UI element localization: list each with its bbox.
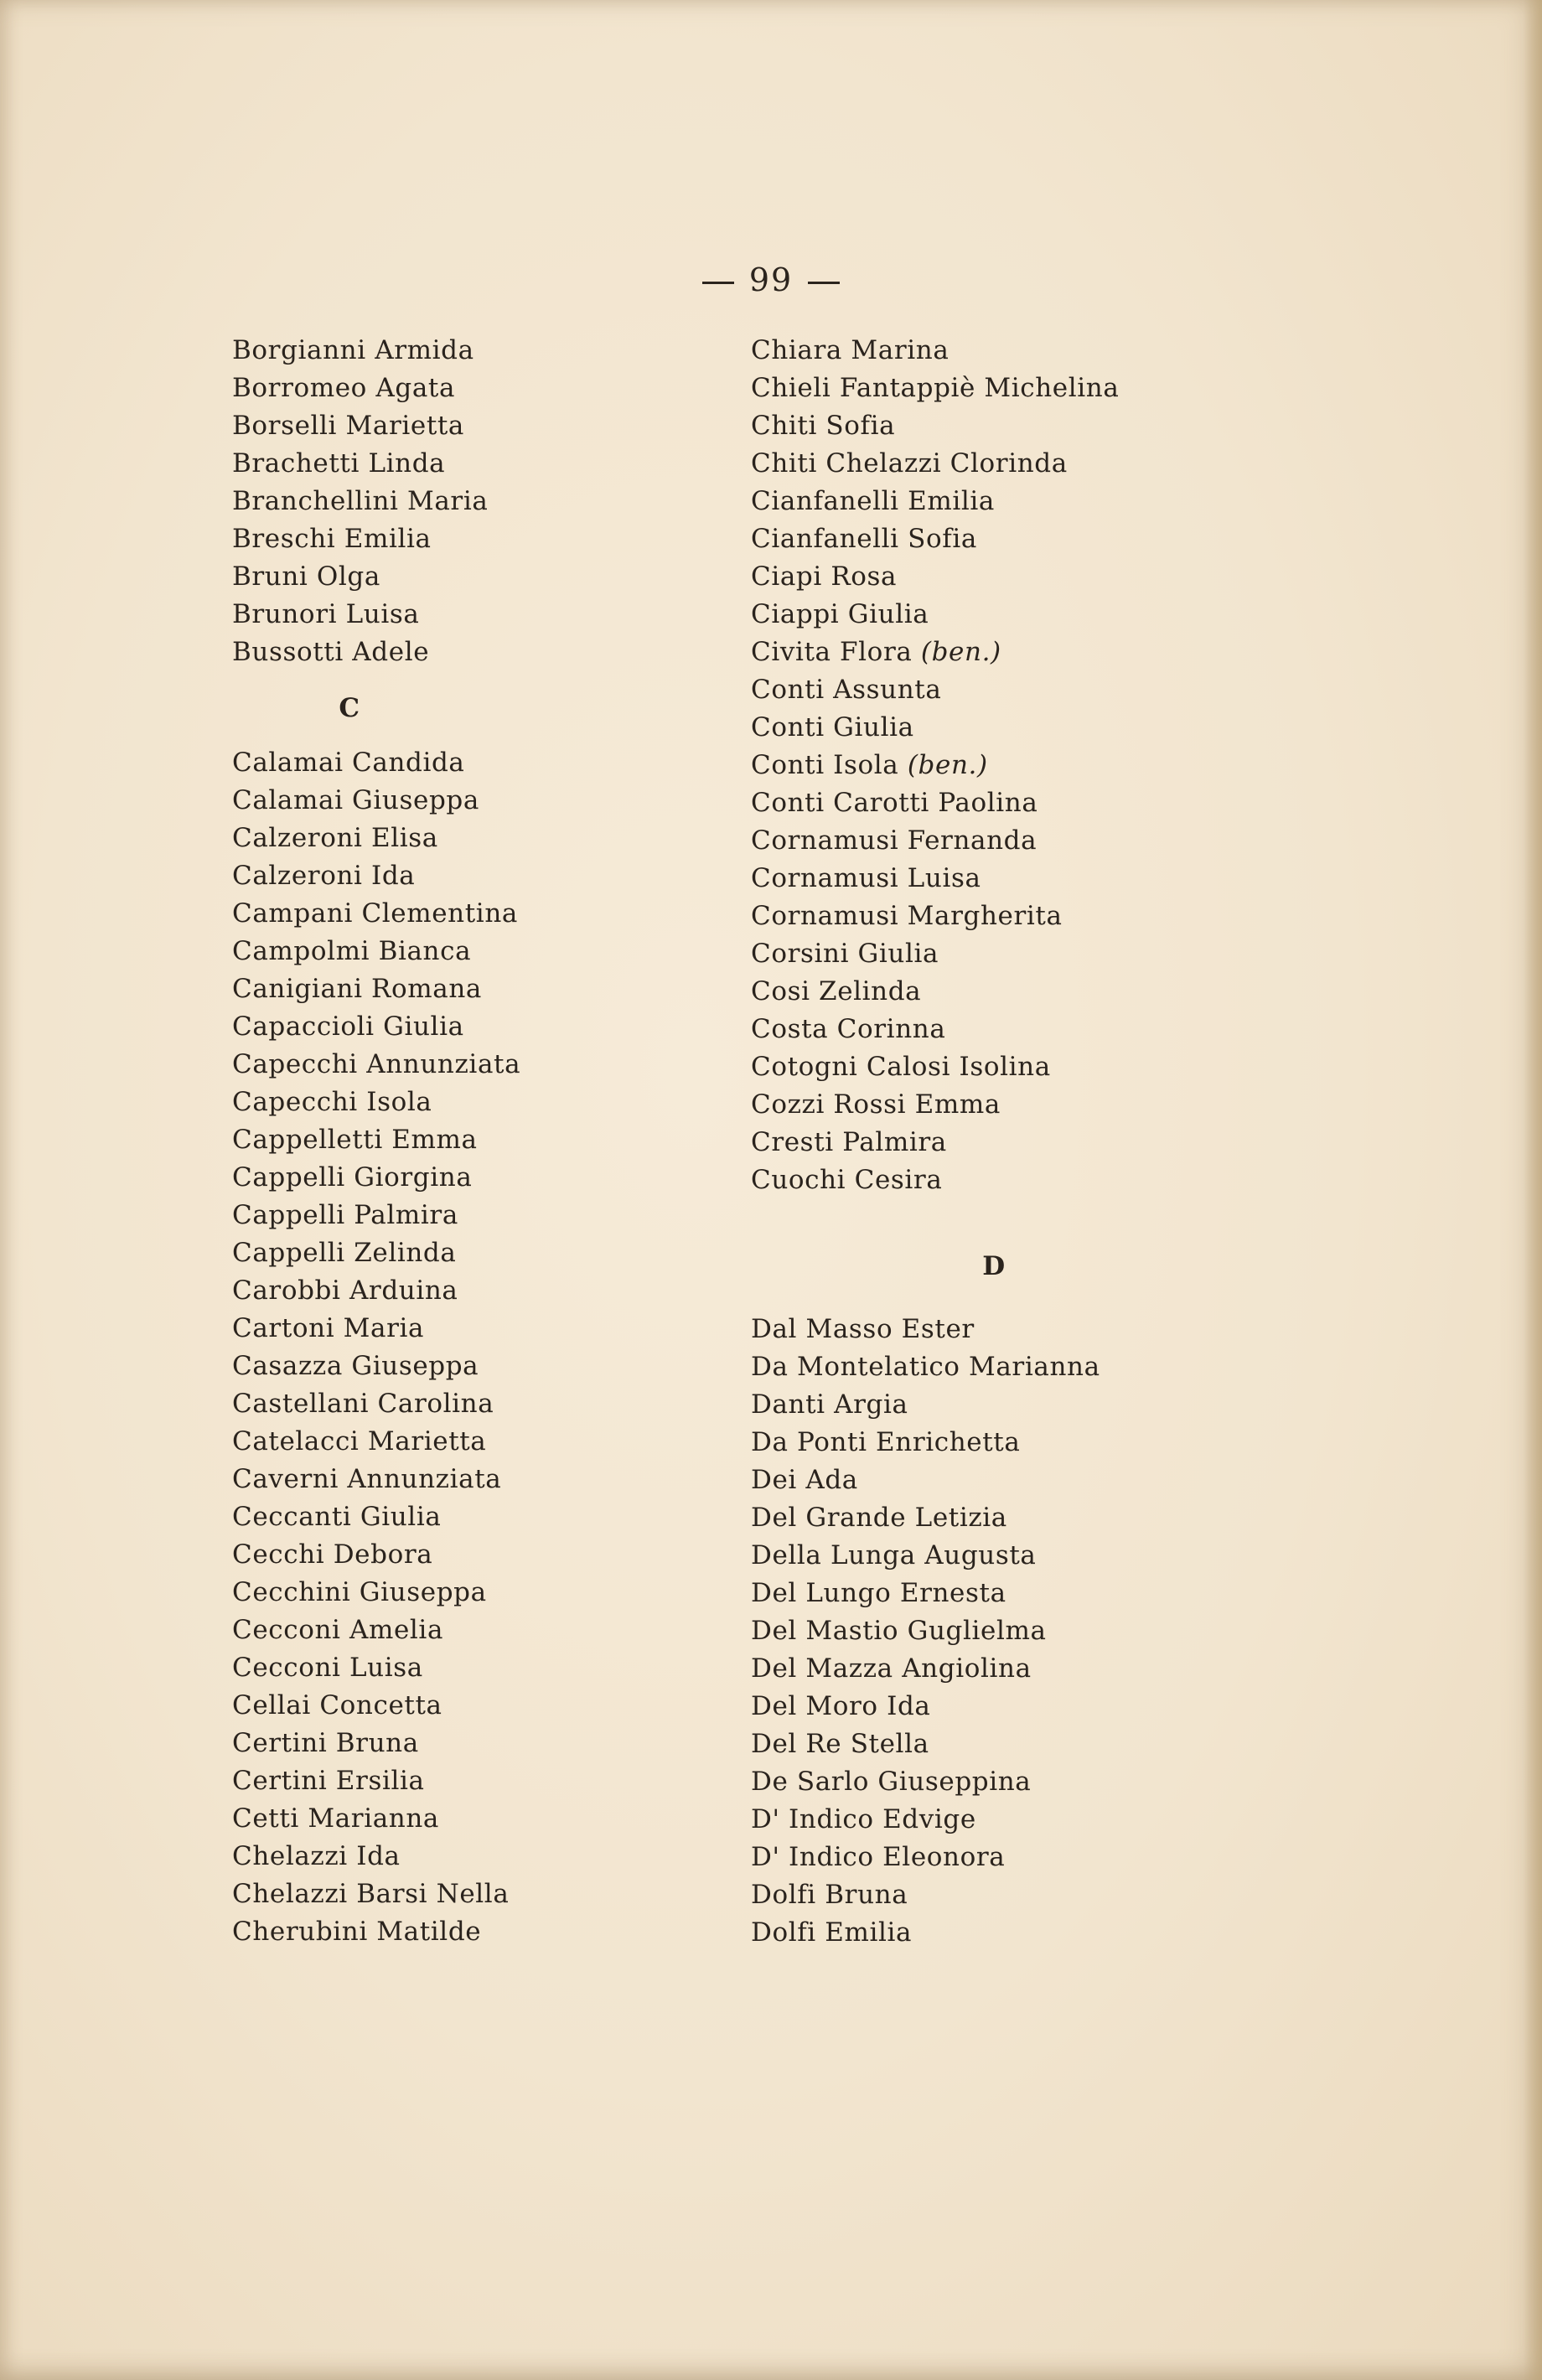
list-item: Dolfi Emilia bbox=[751, 1917, 913, 1948]
list-item: Cartoni Maria bbox=[232, 1313, 425, 1343]
list-item: Chiti Sofia bbox=[751, 411, 896, 441]
list-item: Del Mastio Guglielma bbox=[751, 1616, 1047, 1646]
list-item: Chiara Marina bbox=[751, 335, 950, 365]
list-item: Dei Ada bbox=[751, 1465, 858, 1495]
list-item: Chieli Fantappiè Michelina bbox=[751, 373, 1120, 403]
list-item: Chelazzi Ida bbox=[232, 1841, 401, 1871]
list-item: Ciapi Rosa bbox=[751, 561, 898, 592]
page-number-value: 99 bbox=[748, 261, 794, 298]
list-item: Danti Argia bbox=[751, 1389, 908, 1420]
list-item: Bussotti Adele bbox=[232, 637, 430, 667]
list-item: Da Ponti Enrichetta bbox=[751, 1427, 1021, 1457]
list-item: Da Montelatico Marianna bbox=[751, 1352, 1100, 1382]
list-item: Cappelletti Emma bbox=[232, 1125, 478, 1155]
list-item: Cetti Marianna bbox=[232, 1803, 439, 1834]
list-item: Capecchi Isola bbox=[232, 1087, 432, 1117]
list-item: Calzeroni Elisa bbox=[232, 823, 438, 853]
list-item: Breschi Emilia bbox=[232, 524, 432, 554]
list-item: Catelacci Marietta bbox=[232, 1426, 487, 1456]
dash-left bbox=[702, 282, 734, 284]
page-edge-shading bbox=[1524, 0, 1542, 2380]
list-item: Certini Ersilia bbox=[232, 1766, 425, 1796]
list-item: Ciappi Giulia bbox=[751, 599, 929, 629]
list-item: Cianfanelli Emilia bbox=[751, 486, 995, 516]
list-item: Campolmi Bianca bbox=[232, 936, 472, 966]
list-item: Cuochi Cesira bbox=[751, 1165, 943, 1195]
list-item: Casazza Giuseppa bbox=[232, 1351, 479, 1381]
list-item: Chiti Chelazzi Clorinda bbox=[751, 448, 1068, 479]
list-item: Cecchi Debora bbox=[232, 1539, 433, 1570]
list-item: Calzeroni Ida bbox=[232, 861, 416, 891]
right-column bbox=[751, 332, 1304, 1952]
list-item: Del Lungo Ernesta bbox=[751, 1578, 1006, 1608]
list-item: Conti Giulia bbox=[751, 712, 914, 742]
ben-note: (ben.) bbox=[920, 637, 1001, 667]
list-item: Brunori Luisa bbox=[232, 599, 420, 629]
section-heading-d: D bbox=[982, 1251, 1006, 1281]
list-item: Costa Corinna bbox=[751, 1014, 946, 1044]
list-item: Conti Assunta bbox=[751, 675, 942, 705]
list-item: Cappelli Palmira bbox=[232, 1200, 458, 1230]
left-column bbox=[232, 332, 785, 1951]
list-item: Cianfanelli Sofia bbox=[751, 524, 977, 554]
list-item: Castellani Carolina bbox=[232, 1389, 494, 1419]
list-item: Del Grande Letizia bbox=[751, 1503, 1007, 1533]
list-item: Carobbi Arduina bbox=[232, 1275, 458, 1306]
list-item: Calamai Giuseppa bbox=[232, 785, 479, 815]
list-item: Dal Masso Ester bbox=[751, 1314, 975, 1344]
page-number bbox=[0, 261, 1542, 298]
list-item: D' Indico Edvige bbox=[751, 1804, 976, 1834]
list-item: Capaccioli Giulia bbox=[232, 1012, 464, 1042]
list-item: Del Moro Ida bbox=[751, 1691, 931, 1721]
list-item bbox=[751, 747, 1304, 784]
list-item-name: Conti Isola bbox=[751, 750, 899, 780]
list-item: Borromeo Agata bbox=[232, 373, 456, 403]
list-item: Cecchini Giuseppa bbox=[232, 1577, 487, 1607]
list-item: Capecchi Annunziata bbox=[232, 1049, 521, 1079]
list-item: Campani Clementina bbox=[232, 898, 518, 929]
list-item: Conti Carotti Paolina bbox=[751, 788, 1038, 818]
list-item: Ceccanti Giulia bbox=[232, 1502, 442, 1532]
list-item: Certini Bruna bbox=[232, 1728, 419, 1758]
list-item: Dolfi Bruna bbox=[751, 1880, 908, 1910]
list-item: Cecconi Amelia bbox=[232, 1615, 444, 1645]
list-item: Della Lunga Augusta bbox=[751, 1540, 1037, 1570]
section-heading-c: C bbox=[339, 693, 360, 723]
list-item: Del Mazza Angiolina bbox=[751, 1653, 1032, 1684]
list-item: Cozzi Rossi Emma bbox=[751, 1089, 1001, 1120]
list-item: Borgianni Armida bbox=[232, 335, 474, 365]
dash-right bbox=[808, 282, 840, 284]
list-item: Corsini Giulia bbox=[751, 939, 939, 969]
list-item: Cornamusi Fernanda bbox=[751, 825, 1037, 856]
list-item: Borselli Marietta bbox=[232, 411, 465, 441]
list-item: Cornamusi Margherita bbox=[751, 901, 1063, 931]
list-item: De Sarlo Giuseppina bbox=[751, 1767, 1032, 1797]
list-item: Cappelli Zelinda bbox=[232, 1238, 457, 1268]
list-item: Cresti Palmira bbox=[751, 1127, 947, 1157]
list-item: Cappelli Giorgina bbox=[232, 1162, 473, 1193]
list-item: Chelazzi Barsi Nella bbox=[232, 1879, 510, 1909]
list-item: Caverni Annunziata bbox=[232, 1464, 502, 1494]
list-item: Del Re Stella bbox=[751, 1729, 929, 1759]
list-item: Cecconi Luisa bbox=[232, 1653, 423, 1683]
list-item: Cotogni Calosi Isolina bbox=[751, 1052, 1051, 1082]
list-item: Cellai Concetta bbox=[232, 1690, 442, 1720]
list-item: D' Indico Eleonora bbox=[751, 1842, 1006, 1872]
list-item: Branchellini Maria bbox=[232, 486, 489, 516]
list-item bbox=[751, 634, 1304, 671]
list-item-name: Civita Flora bbox=[751, 637, 913, 667]
list-item: Brachetti Linda bbox=[232, 448, 446, 479]
list-item: Cherubini Matilde bbox=[232, 1917, 482, 1947]
list-item: Canigiani Romana bbox=[232, 974, 482, 1004]
list-item: Bruni Olga bbox=[232, 561, 380, 592]
ben-note: (ben.) bbox=[907, 750, 988, 780]
list-item: Calamai Candida bbox=[232, 748, 465, 778]
list-item: Cosi Zelinda bbox=[751, 976, 922, 1006]
list-item: Cornamusi Luisa bbox=[751, 863, 981, 893]
